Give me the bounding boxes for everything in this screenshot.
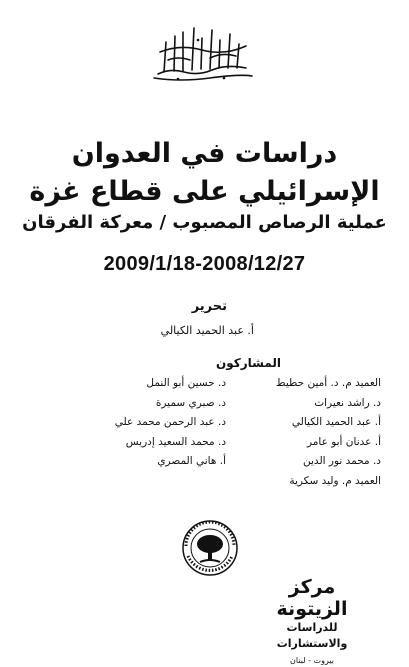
participant-name: د. راشد نعيرات (314, 396, 381, 409)
date-range: 2009/1/18-2008/12/27 (103, 253, 306, 275)
publisher-name: مركز الزيتونة (276, 576, 348, 620)
participants-label: المشاركون (215, 356, 281, 370)
basmala-calligraphy-icon (150, 22, 255, 84)
publisher-block (252, 576, 372, 667)
zaytuna-centre-logo-icon (182, 520, 238, 576)
participant-name: أ. عبد الحميد الكيالي (291, 416, 381, 428)
participants-left-column (96, 374, 226, 472)
participant-name: د. صبري سميرة (155, 396, 226, 409)
subtitle-operation: عملية الرصاص المصبوب / معركة الفرقان (22, 212, 387, 233)
participant-name: العميد م. وليد سكرية (289, 474, 381, 487)
participant-name: أ. هاني المصري (157, 455, 226, 467)
title-line-1: دراسات في العدوان (71, 138, 338, 169)
participant-name: د. محمد السعيد إدريس (125, 435, 226, 448)
participant-name: أ. عدنان أبو عامر (306, 435, 381, 448)
title-line-2: الإسرائيلي على قطاع غزة (29, 176, 380, 207)
participants-right-column (253, 374, 381, 491)
participant-name: العميد م. د. أمين حطيط (275, 377, 381, 389)
publisher-subtitle: للدراسات والاستشارات (276, 621, 348, 650)
participant-name: د. عبد الرحمن محمد علي (114, 416, 226, 428)
participant-name: د. محمد نور الدين (303, 455, 381, 467)
publisher-place: بيروت - لبنان (290, 656, 334, 665)
editor-label: تحرير (191, 299, 227, 314)
editor-name: أ. عبد الحميد الكيالي (160, 324, 254, 337)
participant-name: د. حسين أبو النمل (146, 377, 226, 389)
